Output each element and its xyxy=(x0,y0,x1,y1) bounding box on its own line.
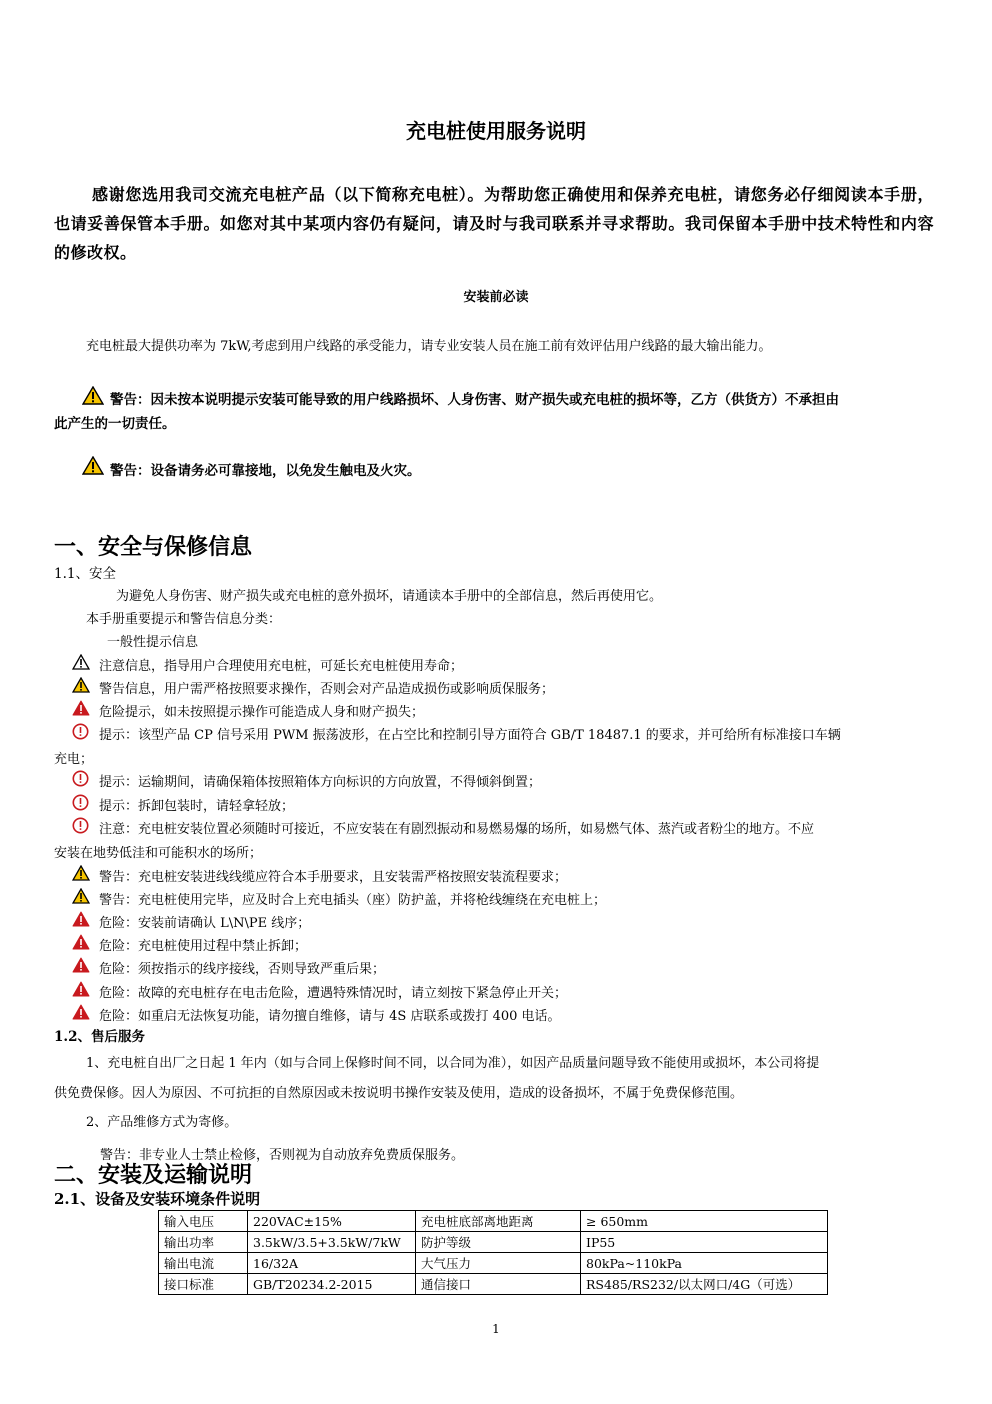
safety-item-text: 危险提示，如未按照提示操作可能造成人身和财产损失； xyxy=(99,705,425,720)
danger-red-icon xyxy=(72,911,90,931)
table-cell: 防护等级 xyxy=(416,1232,581,1253)
section-1-1-heading: 1.1、安全 xyxy=(54,566,116,582)
table-cell: 输出电流 xyxy=(159,1253,248,1274)
danger-red-icon xyxy=(72,981,90,1001)
table-cell: 充电桩底部离地距离 xyxy=(416,1211,581,1232)
table-cell: ≥ 650mm xyxy=(581,1211,828,1232)
pre-install-note: 充电桩最大提供功率为 7kW,考虑到用户线路的承受能力，请专业安装人员在施工前有效评估用户线路的最大输出能力。 xyxy=(86,339,772,354)
warning-yellow-icon xyxy=(72,888,90,908)
safety-item-text: 提示：该型产品 CP 信号采用 PWM 振荡波形，在占空比和控制引导方面符合 GB/T 18487.1 的要求，并可给所有标准接口车辆 xyxy=(99,728,841,743)
page-title: 充电桩使用服务说明 xyxy=(406,119,586,143)
safety-item-text: 危险：如重启无法恢复功能，请勿擅自维修，请与 4S 店联系或拨打 400 电话。 xyxy=(99,1009,561,1024)
section-2-heading: 二、安装及运输说明 xyxy=(54,1162,253,1188)
section-2-1-heading: 2.1、设备及安装环境条件说明 xyxy=(54,1190,261,1208)
table-cell: 输出功率 xyxy=(159,1232,248,1253)
safety-item-text: 警告信息，用户需严格按照要求操作，否则会对产品造成损伤或影响质保服务； xyxy=(99,682,555,697)
table-cell: 接口标准 xyxy=(159,1274,248,1295)
alert-circle-icon xyxy=(72,723,89,744)
page-number: 1 xyxy=(492,1322,500,1336)
alert-circle-icon xyxy=(72,817,89,838)
table-row xyxy=(159,1253,828,1274)
safety-item-text: 充电； xyxy=(54,752,94,767)
section-1-heading: 一、安全与保修信息 xyxy=(54,534,253,560)
danger-red-icon xyxy=(72,700,90,720)
table-cell: 通信接口 xyxy=(416,1274,581,1295)
table-cell: 16/32A xyxy=(248,1253,416,1274)
table-row xyxy=(159,1211,828,1232)
danger-red-icon xyxy=(72,934,90,954)
section-1-1-general: 一般性提示信息 xyxy=(107,635,199,650)
safety-item-text: 危险：充电桩使用过程中禁止拆卸； xyxy=(99,939,308,954)
after-sales-paragraph-1-cont: 供免费保修。因人为原因、不可抗拒的自然原因或未按说明书操作安装及使用，造成的设备损坏，不属于免费保修范围。 xyxy=(54,1086,744,1101)
warning-yellow-icon xyxy=(72,677,90,697)
safety-item-text: 安装在地势低洼和可能积水的场所； xyxy=(54,846,263,861)
table-cell: GB/T20234.2-2015 xyxy=(248,1274,416,1295)
alert-circle-icon xyxy=(72,770,89,791)
table-cell: 220VAC±15% xyxy=(248,1211,416,1232)
warning-yellow-icon xyxy=(72,865,90,885)
after-sales-paragraph-1: 1、充电桩自出厂之日起 1 年内（如与合同上保修时间不同，以合同为准），如因产品质量问题导致不能使用或损坏，本公司将提 xyxy=(86,1056,820,1071)
safety-item-text: 注意信息，指导用户合理使用充电桩，可延长充电桩使用寿命； xyxy=(99,659,464,674)
table-cell: 输入电压 xyxy=(159,1211,248,1232)
safety-item-text: 警告：充电桩使用完毕，应及时合上充电插头（座）防护盖，并将枪线缠绕在充电桩上； xyxy=(99,893,607,908)
section-1-1-classify: 本手册重要提示和警告信息分类： xyxy=(86,612,282,627)
warning-yellow-icon xyxy=(82,386,104,405)
pre-install-heading: 安装前必读 xyxy=(463,290,529,305)
danger-red-icon xyxy=(72,957,90,977)
safety-item-text: 危险：安装前请确认 L\N\PE 线序； xyxy=(99,916,311,931)
table-cell: IP55 xyxy=(581,1232,828,1253)
pre-install-warning-1: 警告：因未按本说明提示安装可能导致的用户线路损坏、人身伤害、财产损失或充电桩的损坏等，乙方（供货方）不承担由 xyxy=(110,392,839,408)
safety-item-text: 危险：故障的充电桩存在电击危险，遭遇特殊情况时，请立刻按下紧急停止开关； xyxy=(99,986,568,1001)
safety-item-text: 注意：充电桩安装位置必须随时可接近，不应安装在有剧烈振动和易燃易爆的场所，如易燃气体、蒸汽或者粉尘的地方。不应 xyxy=(99,822,815,837)
section-1-2-heading: 1.2、售后服务 xyxy=(54,1029,145,1045)
caution-outline-icon xyxy=(72,654,90,674)
danger-red-icon xyxy=(72,1004,90,1024)
warning-yellow-icon xyxy=(82,456,104,475)
spec-table xyxy=(158,1210,828,1295)
pre-install-warning-1-cont: 此产生的一切责任。 xyxy=(54,416,176,432)
safety-item-text: 提示：运输期间，请确保箱体按照箱体方向标识的方向放置，不得倾斜倒置； xyxy=(99,775,542,790)
alert-circle-icon xyxy=(72,794,89,815)
table-cell: 大气压力 xyxy=(416,1253,581,1274)
table-cell: 80kPa~110kPa xyxy=(581,1253,828,1274)
table-cell: RS485/RS232/以太网口/4G（可选） xyxy=(581,1274,828,1295)
after-sales-paragraph-2: 2、产品维修方式为寄修。 xyxy=(86,1115,238,1130)
table-row xyxy=(159,1274,828,1295)
pre-install-warning-2: 警告：设备请务必可靠接地，以免发生触电及火灾。 xyxy=(110,463,421,479)
table-row xyxy=(159,1232,828,1253)
section-1-1-intro: 为避免人身伤害、财产损失或充电桩的意外损坏，请通读本手册中的全部信息，然后再使用它。 xyxy=(116,589,663,604)
after-sales-warning: 警告：非专业人士禁止检修，否则视为自动放弃免费质保服务。 xyxy=(100,1148,465,1163)
safety-item-text: 危险：须按指示的线序接线，否则导致严重后果； xyxy=(99,962,386,977)
safety-item-text: 警告：充电桩安装进线线缆应符合本手册要求，且安装需严格按照安装流程要求； xyxy=(99,870,568,885)
table-cell: 3.5kW/3.5+3.5kW/7kW xyxy=(248,1232,416,1253)
intro-paragraph: 感谢您选用我司交流充电桩产品（以下简称充电桩）。为帮助您正确使用和保养充电桩，请您务必仔细阅读本手册，也请妥善保管本手册。如您对其中某项内容仍有疑问，请及时与我司联系并寻求帮助。我司保留本手册中技术特性和内容的修改权。 xyxy=(54,185,934,262)
safety-item-text: 提示：拆卸包装时，请轻拿轻放； xyxy=(99,799,295,814)
